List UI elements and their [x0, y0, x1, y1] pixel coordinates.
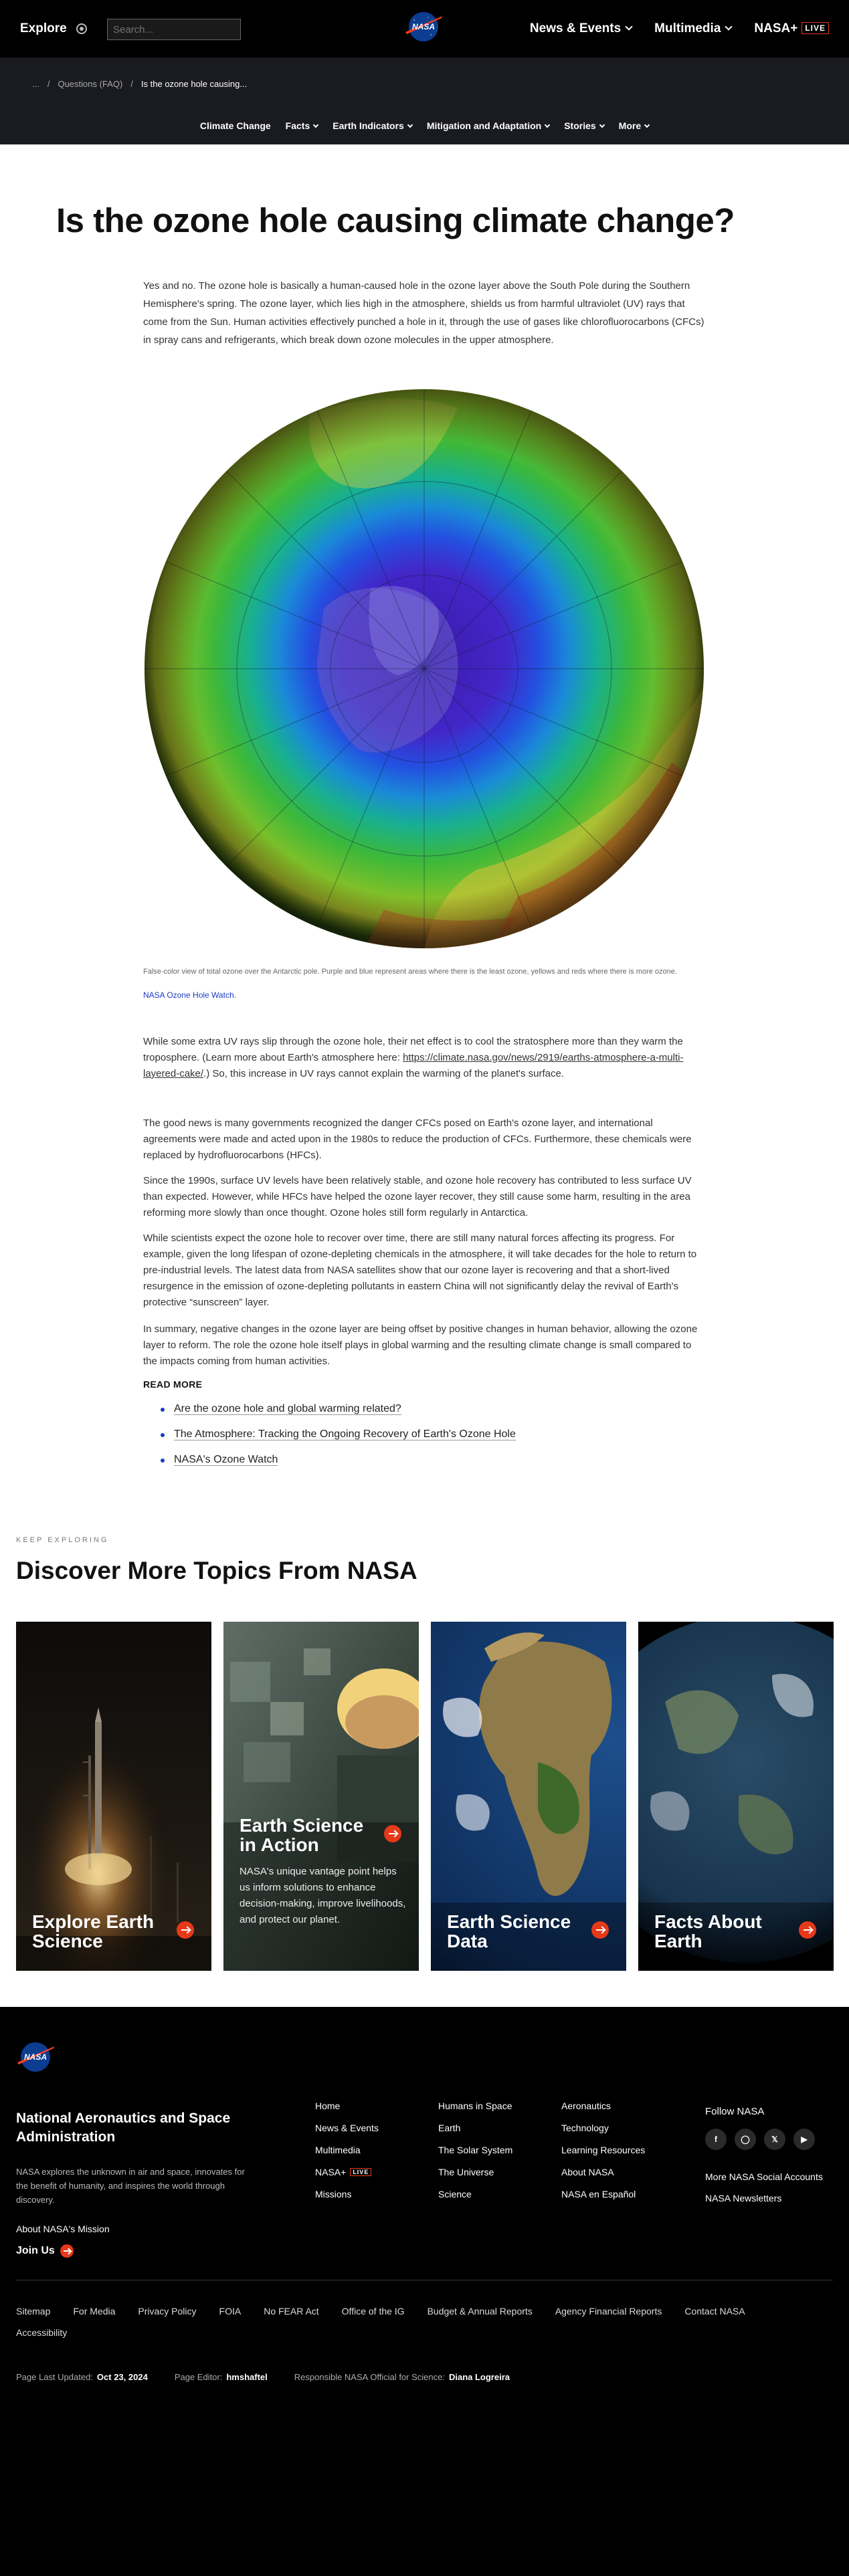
page-meta	[16, 2372, 510, 2382]
card-facts-about-earth[interactable]	[638, 1622, 834, 1971]
explore-toggle-icon[interactable]	[76, 23, 87, 34]
paragraph-text: While some extra UV rays slip through the ozone hole, their net effect is to cool the stratosphere more than they warm the troposphere. (Learn more about Earth's atmosphere here:	[143, 1036, 683, 1063]
chevron-down-icon	[599, 122, 604, 128]
article	[0, 144, 849, 2007]
breadcrumb-separator: /	[47, 79, 50, 89]
atmosphere-link[interactable]: https://climate.nasa.gov/news/2919/earths-atmosphere-a-multi-layered-cake/	[143, 1052, 684, 1079]
paragraph-uv	[143, 1034, 705, 1082]
menu-multimedia[interactable]: Multimedia	[654, 21, 731, 36]
sitemap-link[interactable]: Sitemap	[16, 2306, 51, 2317]
site-footer	[0, 2007, 849, 2576]
menu-nasa-plus[interactable]: NASA+ LIVE	[754, 21, 829, 36]
ozone-globe-image	[143, 388, 705, 950]
list-item[interactable]	[174, 1454, 642, 1479]
search-input[interactable]	[107, 19, 241, 40]
social-icons	[705, 2129, 815, 2150]
arrow-right-icon[interactable]	[591, 1921, 609, 1939]
footer-link-solar-system[interactable]: The Solar System	[438, 2145, 513, 2155]
footer-link-multimedia[interactable]: Multimedia	[315, 2145, 361, 2155]
explore-menu[interactable]	[20, 21, 87, 36]
explore-label[interactable]: Explore	[20, 21, 67, 35]
subnav-earth-indicators[interactable]: Earth Indicators	[333, 120, 412, 131]
arrow-right-icon[interactable]	[60, 2244, 74, 2258]
financial-reports-link[interactable]: Agency Financial Reports	[555, 2306, 662, 2317]
for-media-link[interactable]: For Media	[73, 2306, 116, 2317]
top-navigation	[0, 0, 849, 58]
facebook-icon[interactable]: f	[705, 2129, 727, 2150]
paragraph-summary: In summary, negative changes in the ozone layer are being offset by positive changes in human behavior, allowing the ozone layer to reform. The role the ozone hole itself plays in global warming and the resulting climate change is small compared to the impacts coming from human activities.	[143, 1323, 698, 1367]
card-explore-earth-science[interactable]	[16, 1622, 211, 1971]
chevron-down-icon	[625, 23, 632, 30]
chevron-down-icon	[407, 122, 413, 128]
foia-link[interactable]: FOIA	[219, 2306, 242, 2317]
paragraph-good-news: The good news is many governments recognized the danger CFCs posed on Earth's ozone layer, and international agreements were made and acted upon in the 1980s to reduce the production of CFCs. Furthermore, these chemicals were replaced by hydrofluorocarbons (HFCs).	[143, 1117, 692, 1161]
paragraph-natural-forces: While scientists expect the ozone hole to recover over time, there are still many natural forces affecting its progress. For example, given the long lifespan of ozone-depleting chemicals in the atmosphere, it will take decades for the hole to return to pre-industrial levels. The latest data from NASA satellites show that our ozone layer is recovering and that a short-lived resurgence in the emission of ozone-depleting pollutants in eastern China will not significantly delay the revival of Earth's protective “sunscreen” layer.	[143, 1232, 697, 1308]
x-icon[interactable]: 𝕏	[764, 2129, 785, 2150]
list-item[interactable]	[174, 1428, 642, 1454]
menu-news-events[interactable]: News & Events	[530, 21, 632, 36]
bullet-icon	[161, 1433, 165, 1437]
breadcrumb-parent[interactable]: Questions (FAQ)	[58, 79, 123, 89]
card-earth-science-data[interactable]	[431, 1622, 626, 1971]
card-earth-science-in-action[interactable]	[223, 1622, 419, 1971]
chevron-down-icon	[313, 122, 318, 128]
list-item[interactable]	[174, 1403, 642, 1428]
follow-nasa-heading: Follow NASA	[705, 2106, 765, 2117]
subnav-climate-change[interactable]: Climate Change	[199, 120, 271, 131]
privacy-policy-link[interactable]: Privacy Policy	[138, 2306, 197, 2317]
chevron-down-icon	[545, 122, 550, 128]
card-description: NASA's unique vantage point helps us inform solutions to enhance decision-making, improve livelihoods, and protect our planet.	[240, 1866, 406, 1925]
breadcrumb-current: Is the ozone hole causing...	[140, 79, 248, 89]
budget-reports-link[interactable]: Budget & Annual Reports	[427, 2306, 533, 2317]
office-of-ig-link[interactable]: Office of the IG	[341, 2306, 405, 2317]
subnav-facts[interactable]: Facts	[286, 120, 318, 131]
bullet-icon	[161, 1408, 165, 1412]
newsletters-link[interactable]: NASA Newsletters	[705, 2193, 782, 2204]
read-more-list	[174, 1403, 642, 1479]
page-updated: Page Last Updated: Oct 23, 2024	[16, 2372, 148, 2382]
read-more-link[interactable]: Are the ozone hole and global warming related?	[174, 1403, 401, 1414]
subnav-stories[interactable]: Stories	[564, 120, 603, 131]
join-us-link[interactable]	[16, 2244, 74, 2258]
live-badge: LIVE	[350, 2168, 371, 2176]
join-us-label[interactable]: Join Us	[16, 2245, 55, 2256]
breadcrumb	[32, 79, 247, 89]
youtube-icon[interactable]: ▶	[793, 2129, 815, 2150]
instagram-icon[interactable]: ◯	[735, 2129, 756, 2150]
page-title: Is the ozone hole causing climate change?	[56, 201, 735, 239]
footer-more-links	[705, 2166, 823, 2209]
footer-column-2	[438, 2101, 512, 2211]
bullet-icon	[161, 1459, 165, 1463]
section-navigation	[0, 58, 849, 144]
accessibility-link[interactable]: Accessibility	[16, 2327, 68, 2338]
arrow-right-icon[interactable]	[384, 1825, 401, 1842]
contact-nasa-link[interactable]: Contact NASA	[684, 2306, 745, 2317]
page-editor: Page Editor: hmshaftel	[174, 2372, 268, 2382]
footer-column-1	[315, 2101, 379, 2211]
topic-cards	[16, 1622, 833, 1971]
nasa-meatball-logo[interactable]	[404, 10, 443, 43]
subnav-mitigation[interactable]: Mitigation and Adaptation	[427, 120, 549, 131]
keep-exploring-kicker: KEEP EXPLORING	[16, 1536, 109, 1544]
breadcrumb-separator: /	[130, 79, 133, 89]
footer-legal-links	[16, 2306, 752, 2338]
card-title[interactable]: Facts About Earth	[654, 1911, 762, 1951]
footer-link-science[interactable]: Science	[438, 2189, 472, 2199]
no-fear-act-link[interactable]: No FEAR Act	[264, 2306, 319, 2317]
footer-link-technology[interactable]: Technology	[561, 2123, 609, 2133]
footer-link-missions[interactable]: Missions	[315, 2189, 352, 2199]
subnav-more[interactable]: More	[619, 120, 649, 131]
breadcrumb-ellipsis[interactable]: ...	[32, 79, 39, 89]
read-more-link[interactable]: The Atmosphere: Tracking the Ongoing Recovery of Earth's Ozone Hole	[174, 1428, 516, 1440]
arrow-right-icon[interactable]	[177, 1921, 194, 1939]
paragraph-text: .) So, this increase in UV rays cannot explain the warming of the planet's surface.	[203, 1068, 565, 1079]
responsible-official: Responsible NASA Official for Science: Diana Logreira	[294, 2372, 510, 2382]
footer-link-humans[interactable]: Humans in Space	[438, 2101, 512, 2111]
figure-caption: False-color view of total ozone over the Antarctic pole. Purple and blue represent areas where there is the least ozone, yellows and reds where there is more ozone.	[143, 968, 677, 976]
footer-link-aeronautics[interactable]: Aeronautics	[561, 2101, 611, 2111]
footer-link-learning[interactable]: Learning Resources	[561, 2145, 646, 2155]
nasa-meatball-logo[interactable]	[16, 2040, 55, 2074]
footer-link-about[interactable]: About NASA	[561, 2167, 614, 2177]
about-mission-link[interactable]: About NASA's Mission	[16, 2224, 110, 2234]
footer-org-name: National Aeronautics and Space Administration	[16, 2111, 231, 2145]
chevron-down-icon	[725, 23, 733, 30]
arrow-right-icon[interactable]	[799, 1921, 816, 1939]
ozone-hole-watch-link[interactable]: NASA Ozone Hole Watch.	[143, 990, 236, 1000]
footer-link-universe[interactable]: The Universe	[438, 2167, 494, 2177]
footer-link-earth[interactable]: Earth	[438, 2123, 461, 2133]
footer-link-news[interactable]: News & Events	[315, 2123, 379, 2133]
footer-link-espanol[interactable]: NASA en Español	[561, 2189, 636, 2199]
svg-text:NASA: NASA	[23, 2052, 48, 2062]
footer-link-nasa-plus[interactable]: NASA+ LIVE	[315, 2167, 379, 2189]
climate-subnav	[0, 120, 849, 131]
live-badge: LIVE	[801, 22, 829, 34]
footer-link-home[interactable]: Home	[315, 2101, 341, 2111]
more-social-link[interactable]: More NASA Social Accounts	[705, 2171, 823, 2182]
read-more-heading: READ MORE	[143, 1379, 203, 1390]
footer-description: NASA explores the unknown in air and space, innovates for the benefit of humanity, and inspires the world through discovery.	[16, 2167, 245, 2205]
primary-menu	[530, 21, 829, 36]
intro-paragraph: Yes and no. The ozone hole is basically a human-caused hole in the ozone layer above the South Pole during the Southern Hemisphere's spring. The ozone layer, which lies high in the atmosphere, shields us from harmful ultraviolet (UV) rays that come from the Sun. Human activities effectively punched a hole in it, through the use of gases like chlorofluorocarbons (CFCs) in spray cans and refrigerants, which break down ozone molecules in the upper atmosphere.	[143, 280, 704, 346]
card-title[interactable]: Earth Science in Action	[240, 1815, 364, 1855]
card-title[interactable]: Earth Science Data	[447, 1911, 571, 1951]
card-title[interactable]: Explore Earth Science	[32, 1911, 155, 1951]
svg-text:NASA: NASA	[411, 22, 436, 31]
footer-column-3	[561, 2101, 645, 2211]
paragraph-uv-levels: Since the 1990s, surface UV levels have been relatively stable, and ozone hole recovery has contributed to less surface UV than expected. However, while HFCs have helped the ozone layer recover, they still cause some harm, resulting in the area reforming more slowly than once thought. Ozone holes still form regularly in Antarctica.	[143, 1175, 692, 1218]
read-more-link[interactable]: NASA's Ozone Watch	[174, 1454, 278, 1465]
chevron-down-icon	[644, 122, 650, 128]
discover-heading: Discover More Topics From NASA	[16, 1557, 417, 1584]
